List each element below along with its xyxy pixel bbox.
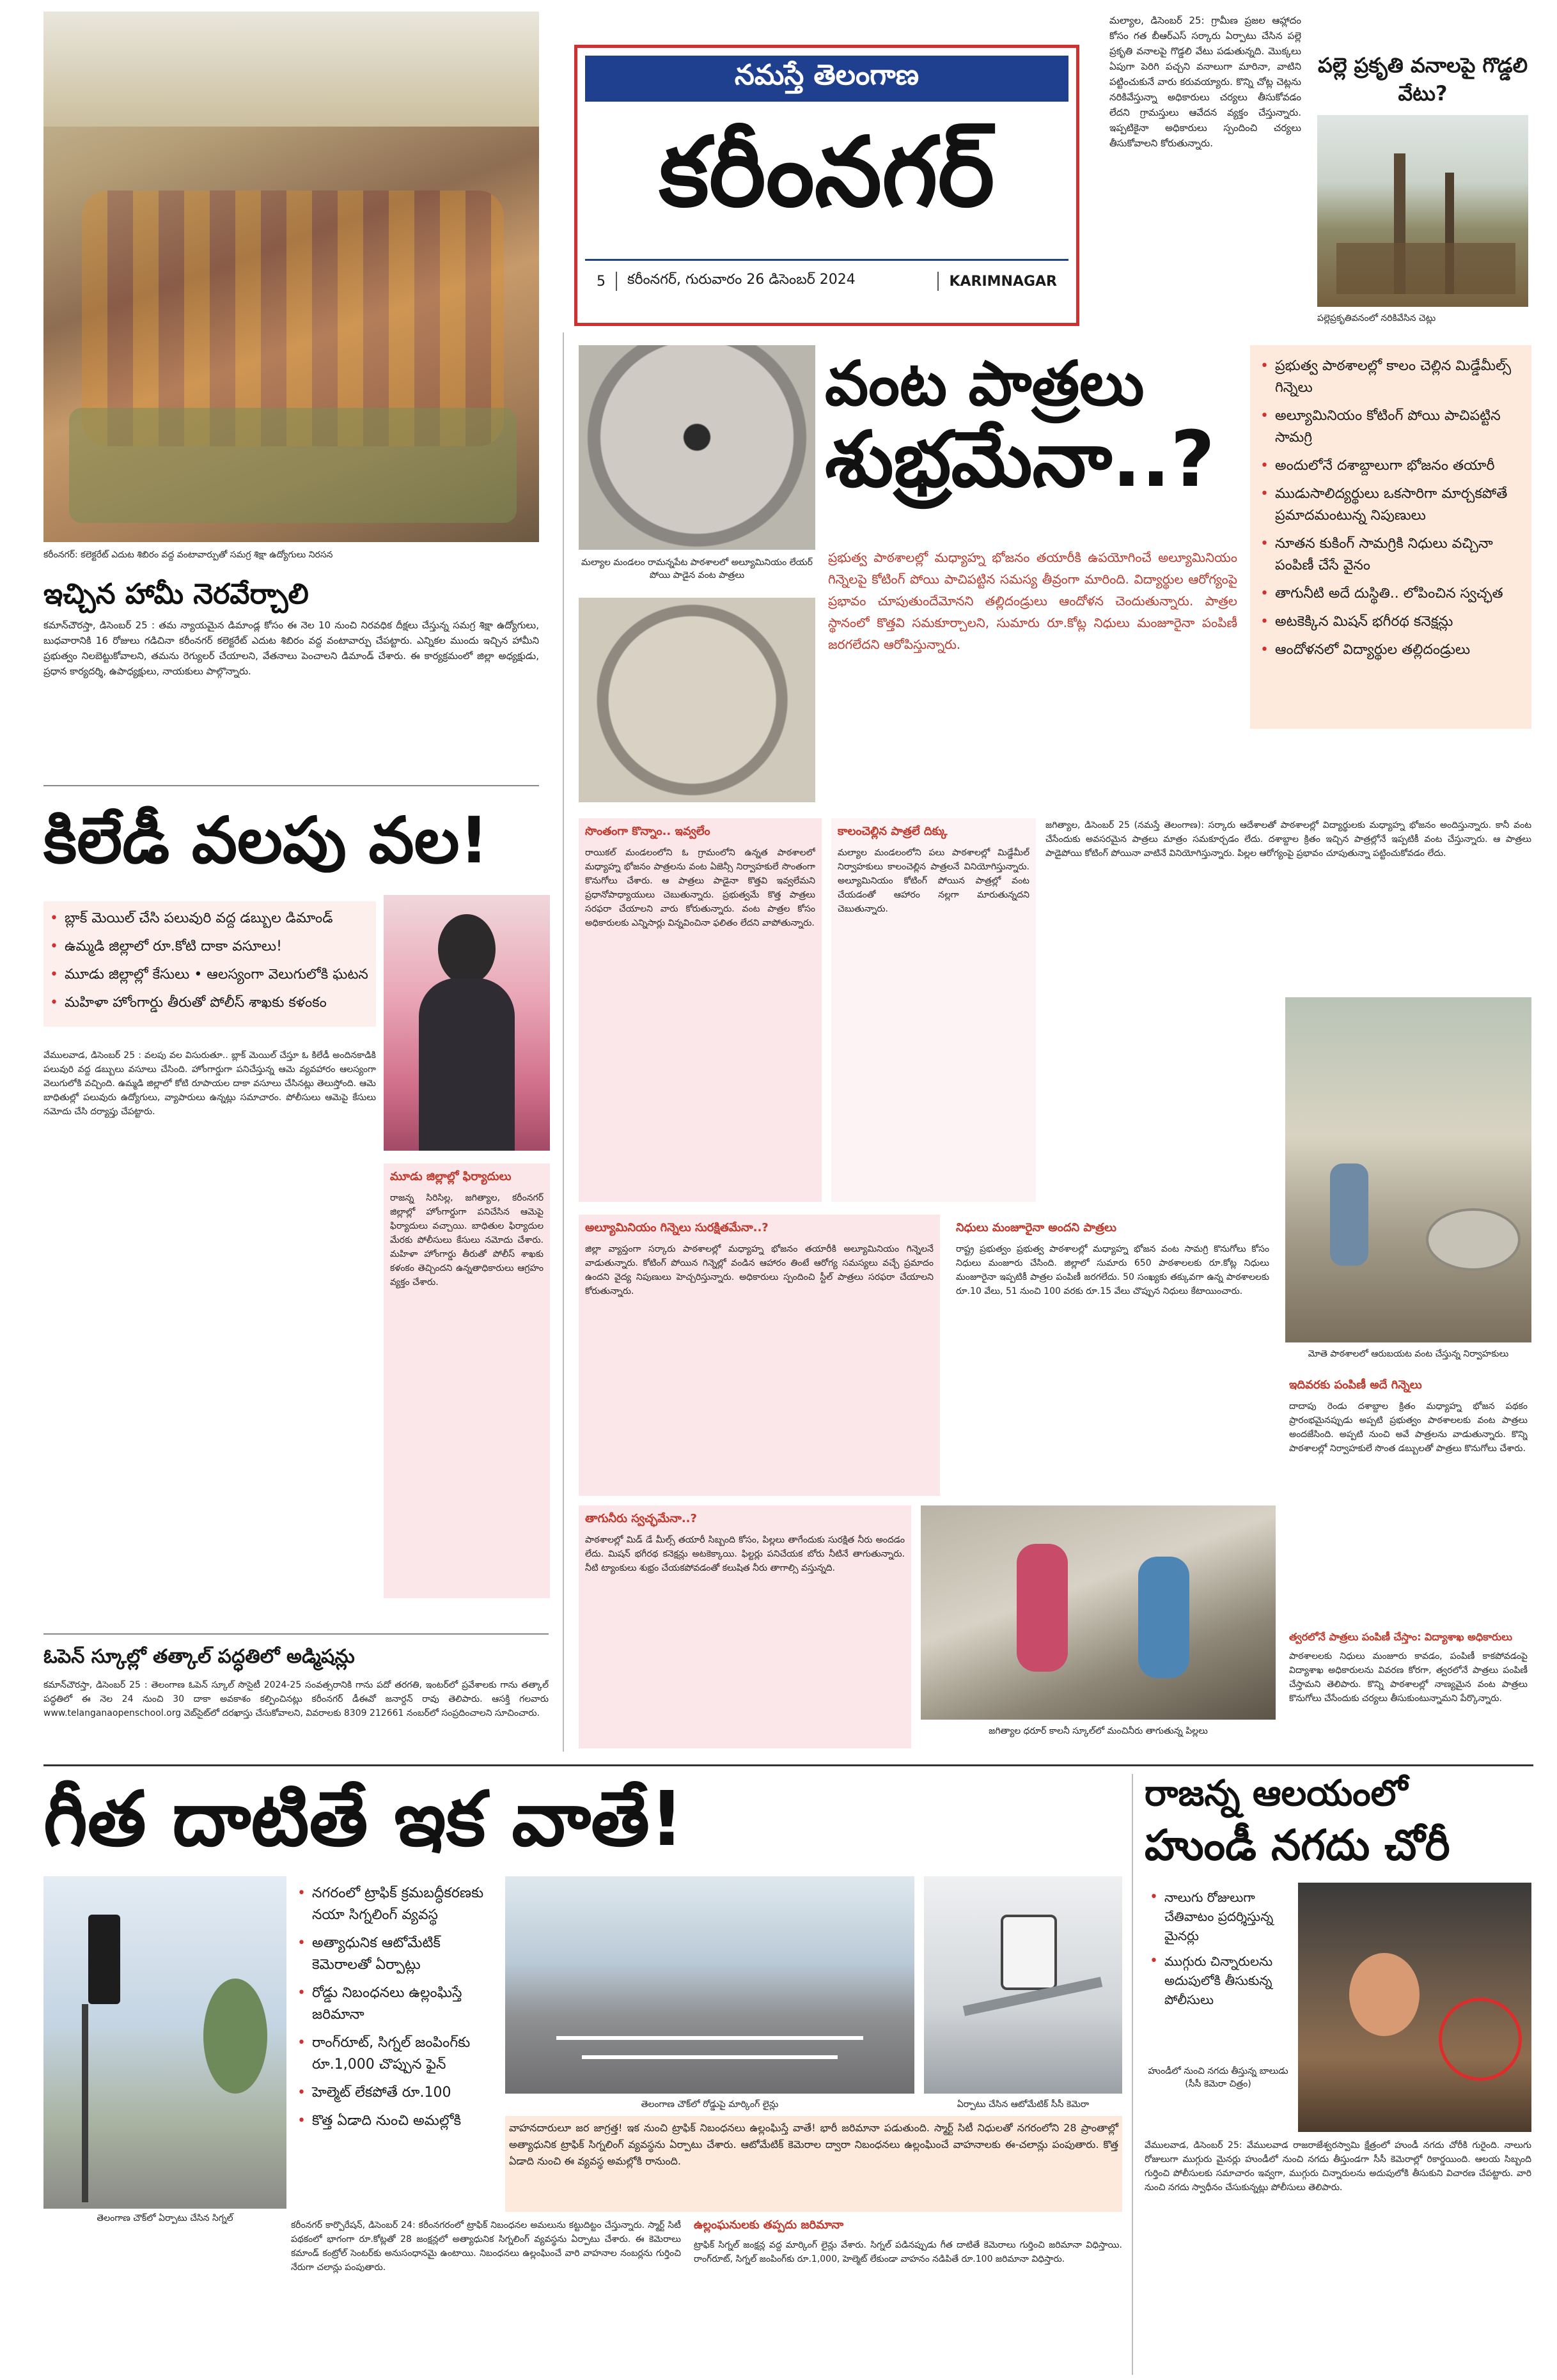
lady-bullet: • ఉమ్మడి జిల్లాలో రూ.కోటి దాకా వసూలు! — [50, 938, 282, 954]
lady-side-body: రాజన్న సిరిసిల్ల, జగిత్యాల, కరీంనగర్ జిల్లాల్లో హోంగార్డుగా పనిచేసిన ఆమెపై ఫిర్యాదులు వచ్చాయి. బాధితుల ఫిర్యాదుల మేరకు పోలీసులు కేసులు నమోదు చేశారు. మహిళా హోంగార్డు తీరుతో పోలీస్ శాఖకు కళంకం తెచ్చిందని ఉన్నతాధికారులు ఆగ్రహం వ్యక్తం చేశారు. — [390, 1193, 544, 1287]
lady-side-title: మూడు జిల్లాల్లో ఫిర్యాదులు — [390, 1170, 512, 1183]
traffic-camera-caption: ఏర్పాటు చేసిన ఆటోమేటిక్ సీసీ కెమెరా — [957, 2099, 1090, 2110]
vessels-bullet: • నూతన కుకింగ్ సామగ్రికి నిధులు వచ్చినా పంపిణీ చేసే వైనం — [1260, 536, 1493, 573]
protest-photo — [43, 12, 539, 542]
vessels-outdoor-caption: మోతె పాఠశాలలో ఆరుబయట వంట చేస్తున్న నిర్వాహకులు — [1308, 1349, 1509, 1359]
lady-photo — [384, 895, 550, 1151]
vessels-box-aluminium — [579, 1215, 940, 1496]
masthead-city: కరీంనగర్ — [659, 117, 995, 228]
traffic-road-caption: తెలంగాణ చౌక్‌లో రోడ్డుపై మార్కింగ్ లైన్లు — [641, 2099, 779, 2110]
vessels-bullet: • అందులోనే దశాబ్దాలుగా భోజనం తయారీ — [1260, 458, 1495, 474]
lady-bullets — [43, 901, 376, 1027]
traffic-lead: వాహనదారులూ జర జాగ్రత్త! ఇక నుంచి ట్రాఫిక్ నిబంధనలు ఉల్లంఘిస్తే వాతే! భారీ జరిమానా పడుతుంది. స్మార్ట్ సిటీ నిధులతో నగరంలోని 28 ప్రాంతాల్లో అత్యాధునిక ట్రాఫిక్ సిగ్నలింగ్ వ్యవస్థను ఏర్పాటు చేశారు. ఆటోమేటిక్ కెమెరాల ద్వారా నిబంధనలు ఉల్లంఘించే వాహనాలకు ఈ-చలాన్లు పంపుతారు. కొత్త ఏడాది నుంచి ఈ వ్యవస్థ అమల్లోకి రానుంది. — [505, 2116, 1122, 2212]
vessels-box-water-body: పాఠశాలల్లో మిడ్ డే మీల్స్ తయారీ సిబ్బంది కోసం, పిల్లలు తాగేందుకు సురక్షిత నీరు అందడం లేదు. మిషన్ భగీరథ కనెక్షన్లు అటకెక్కాయి. ఫిల్టర్లు పనిచేయక బోరు నీటినే తాగుతున్నారు. నీటి ట్యాంకులు శుభ్రం చేయకపోవడంతో కలుషిత నీరు తాగాల్సి వస్తున్నది. — [585, 1535, 905, 1573]
vessels-bullets — [1250, 345, 1531, 729]
vessels-box-expired — [831, 818, 1036, 1202]
traffic-headline: గీత దాటితే ఇక వాతే! — [43, 1775, 684, 1863]
vessels-bullet: • తాగునీటి అదే దుస్థితి.. లోపించిన స్వచ్ఛత — [1260, 586, 1503, 602]
traffic-camera-photo — [924, 1876, 1122, 2094]
water-photo-caption: జగిత్యాల ధరూర్ కాలనీ స్కూల్‌లో మంచినీరు తాగుతున్న పిల్లలు — [989, 1726, 1208, 1736]
temple-bullets — [1145, 1883, 1292, 2021]
traffic-bullet: • రాంగ్‌రూట్, సిగ్నల్ జంపింగ్‌కు రూ.1,000 చొప్పున ఫైన్ — [297, 2035, 471, 2073]
traffic-bullet: • హెల్మెట్ లేకపోతే రూ.100 — [297, 2085, 451, 2101]
protest-photo-caption: కరీంనగర్: కలెక్టరేట్ ఎదుట శిబిరం వద్ద వంటావార్పుతో సమగ్ర శిక్షా ఉద్యోగులు నిరసన — [43, 550, 333, 560]
vessels-box-distribute — [1285, 1627, 1531, 1748]
traffic-bullet: • నగరంలో ట్రాఫిక్ క్రమబద్ధీకరణకు నయా సిగ్నలింగ్ వ్యవస్థ — [297, 1885, 484, 1923]
vessels-box-expired-body: మల్యాల మండలంలోని పలు పాఠశాలల్లో మిడ్డేమీల్ నిర్వాహకులు కాలంచెల్లిన పాత్రలనే వినియోగిస్తున్నారు. అల్యూమినియం కోటింగ్ పోయిన పాత్రల్లో వంట చేయడంతో ఆహారం నల్లగా మారుతున్నదని చెబుతున్నారు. — [838, 848, 1029, 914]
vessels-bullet: • ప్రభుత్వ పాఠశాలల్లో కాలం చెల్లిన మిడ్డేమీల్స్ గిన్నెలు — [1260, 358, 1512, 396]
vessels-box-noplates-body: దాదాపు రెండు దశాబ్దాల క్రితం మధ్యాహ్న భోజన పథకం ప్రారంభమైనప్పుడు అప్పటి ప్రభుత్వం పాఠశాలలకు వంట పాత్రలు అందజేసింది. అప్పటి నుంచి అవే పాత్రలను వాడుతున్నారు. కొన్ని పాఠశాలల్లో నిర్వాహకులే సొంత డబ్బులతో పాత్రలు కొనుగోలు చేశారు. — [1289, 1401, 1528, 1454]
vessels-box-funds-body: రాష్ట్ర ప్రభుత్వం ప్రభుత్వ పాఠశాలల్లో మధ్యాహ్న భోజన వంట సామగ్రి కొనుగోలు కోసం నిధులు మంజూరు చేసింది. జిల్లాలో సుమారు 650 పాఠశాలలకు రూ.కోట్ల నిధులు మంజూరైనా ఇప్పటికీ పాత్రల పంపిణీ జరగలేదు. 50 సంఖ్యకు తక్కువగా ఉన్న పాఠశాలలకు రూ.10 వేలు, 51 నుంచి 100 వరకు రూ.15 వేలు చొప్పున నిధులు కేటాయించారు. — [956, 1244, 1269, 1296]
vessels-box-aluminium-body: జిల్లా వ్యాప్తంగా సర్కారు పాఠశాలల్లో మధ్యాహ్న భోజనం తయారీకి అల్యూమినియం గిన్నెలనే వాడుతున్నారు. కోటింగ్ పోయిన గిన్నెల్లో వండిన ఆహారం తింటే ఆరోగ్య సమస్యలు వచ్చే ప్రమాదం ఉందని వైద్య నిపుణులు హెచ్చరిస్తున్నారు. అధికారులు స్పందించి స్టీల్ పాత్రలు సరఫరా చేయాలని కోరుతున్నారు. — [585, 1244, 934, 1296]
vessels-lead: ప్రభుత్వ పాఠశాలల్లో మధ్యాహ్న భోజనం తయారీకి ఉపయోగించే అల్యూమినియం గిన్నెలపై కోటింగ్ పోయి పాచిపట్టిన సమస్య తీవ్రంగా మారింది. విద్యార్థుల ఆరోగ్యంపై ప్రభావం చూపుతుందేమోనని తల్లిదండ్రులు ఆందోళన చెందుతున్నారు. పాత్రల స్థానంలో కొత్తవి సమకూర్చాలని, సుమారు రూ.కోట్ల నిధులు మంజూరైనా పంపిణీ జరగలేదని ఆరోపిస్తున్నారు. — [828, 550, 1237, 652]
vessels-bullet: • అటకెక్కిన మిషన్ భగీరథ కనెక్షన్లు — [1260, 614, 1453, 630]
temple-bullet: • ముగ్గురు చిన్నారులను అదుపులోకి తీసుకున్న పోలీసులు — [1150, 1953, 1273, 2007]
vessels-bullet: • అల్యూమినియం కోటింగ్ పోయి పాచిపట్టిన సామగ్రి — [1260, 408, 1501, 446]
vessels-box-distribute-title: త్వరలోనే పాత్రలు పంపిణీ చేస్తాం: విద్యాశాఖ అధికారులు — [1289, 1631, 1513, 1643]
openschool-headline: ఓపెన్ స్కూల్లో తత్కాల్ పద్ధతిలో అడ్మిషన్లు — [43, 1645, 355, 1668]
vessels-box-own-body: రాయికల్ మండలంలోని ఓ గ్రామంలోని ఉన్నత పాఠశాలలో మధ్యాహ్న భోజనం పాత్రలను వంట ఏజెన్సీ నిర్వాహకులే సొంతంగా కొనుగోలు చేశారు. ఆ పాత్రలు పాడైనా కొత్తవి ఇవ్వలేమని ప్రధానోపాధ్యాయులు చెబుతున్నారు. ప్రభుత్వమే కొత్త పాత్రలు సరఫరా చేయాలని వారు కోరుతున్నారు. వంట పాత్రల కోసం అధికారులకు ఎన్నిసార్లు విన్నవించినా ఫలితం లేదని వాపోతున్నారు. — [585, 848, 815, 928]
vessels-box-jagtial: జగిత్యాల, డిసెంబర్ 25 (నమస్తే తెలంగాణ): సర్కారు ఆదేశాలతో పాఠశాలల్లో విద్యార్థులకు మధ్యాహ్న భోజనం అందిస్తున్నారు. కానీ వంట చేసేందుకు అవసరమైన పాత్రలు మాత్రం సమకూర్చడం లేదు. దశాబ్దాల క్రితం ఇచ్చిన పాత్రల్లోనే ఇప్పటికీ వంట చేస్తున్నారు. ఆ పాత్రలు పాడైపోయి కోటింగ్ పోయినా వాటినే వినియోగిస్తున్నారు. పిల్లల ఆరోగ్యంపై ప్రభావం చూపుతున్నా పట్టించుకోవడం లేదు. — [1045, 820, 1531, 859]
temple-bullet: • నాలుగు రోజులుగా చేతివాటం ప్రదర్శిస్తున్న మైనర్లు — [1150, 1889, 1274, 1943]
temple-photo-caption: హుండీలో నుంచి నగదు తీస్తున్న బాలుడు (సీసీ కెమెరా చిత్రం) — [1148, 2066, 1288, 2089]
temple-headline-1: రాజన్న ఆలయంలో — [1145, 1773, 1408, 1814]
lady-bullet: • మహిళా హోంగార్డు తీరుతో పోలీస్ శాఖకు కళంకం — [50, 995, 327, 1011]
vessels-outdoor-photo — [1285, 997, 1531, 1342]
traffic-body: కరీంనగర్ కార్పొరేషన్, డిసెంబర్ 24: కరీంనగరంలో ట్రాఫిక్ నిబంధనల అమలును కట్టుదిట్టం చేస్తున్నారు. స్మార్ట్ సిటీ పథకంలో భాగంగా రూ.కోట్లతో 28 జంక్షన్లలో అత్యాధునిక సిగ్నలింగ్ వ్యవస్థను ఏర్పాటు చేశారు. ఈ కెమెరాలు కమాండ్ కంట్రోల్ సెంటర్‌కు అనుసంధానమై ఉంటాయి. నిబంధనలు ఉల్లంఘించే వారి వాహనాల నంబర్లను గుర్తించి నేరుగా చలాన్లు పంపుతారు. — [291, 2220, 681, 2273]
vessels-box-own — [579, 818, 822, 1202]
vessels-box-aluminium-title: అల్యూమినియం గిన్నెలు సురక్షితమేనా..? — [585, 1221, 769, 1234]
traffic-bullet: • రోడ్డు నిబంధనలు ఉల్లంఘిస్తే జరిమానా — [297, 1985, 462, 2023]
masthead-brand: నమస్తే తెలంగాణ — [734, 59, 919, 91]
water-photo — [921, 1505, 1276, 1720]
vessels-box-water-title: తాగునీరు స్వచ్ఛమేనా..? — [585, 1512, 697, 1525]
vessels-box-distribute-body: పాఠశాలలకు నిధులు మంజూరు కావడం, పంపిణీ కాకపోవడంపై విద్యాశాఖ అధికారులను వివరణ కోరగా, త్వరలోనే పాత్రలు పంపిణీ చేస్తామని తెలిపారు. కొన్ని పాఠశాలల్లో నాణ్యమైన వంట పాత్రలు కొనుగోలు చేసేందుకు చర్యలు తీసుకుంటున్నామని పేర్కొన్నారు. — [1289, 1651, 1528, 1704]
lady-body: వేములవాడ, డిసెంబర్ 25 : వలపు వల విసురుతూ.. బ్లాక్ మెయిల్ చేస్తూ ఓ కిలేడీ అందినకాడికి పలువురి వద్ద డబ్బులు వసూలు చేసింది. హోంగార్డుగా పనిచేస్తున్న ఆమె వ్యవహారం ఆలస్యంగా వెలుగులోకి వచ్చింది. ఉమ్మడి జిల్లాలో కోటి రూపాయల దాకా వసూలు చేసినట్లు తెలుస్తోంది. ఆమె బాధితుల్లో పలువురు ఉద్యోగులు, వ్యాపారులు ఉన్నట్లు సమాచారం. పోలీసులు ఆమెపై కేసులు నమోదు చేసి దర్యాప్తు చేపట్టారు. — [43, 1050, 376, 1117]
vessels-box-water — [579, 1505, 911, 1748]
vessel-photo-1 — [579, 345, 815, 550]
vessels-box-expired-title: కాలంచెల్లిన పాత్రలే దిక్కు — [838, 825, 948, 838]
forest-photo — [1317, 115, 1528, 307]
traffic-side-box — [694, 2218, 1122, 2372]
vessel-photo-2 — [579, 598, 815, 802]
lady-side-box — [384, 1163, 550, 1598]
vessels-bullet: • ఆందోళనలో విద్యార్థుల తల్లిదండ్రులు — [1260, 642, 1471, 658]
vessels-box-funds — [950, 1215, 1276, 1496]
vessels-box-noplates — [1285, 1374, 1531, 1617]
vessel-photo-caption: మల్యాల మండలం రామన్నపేట పాఠశాలలో అల్యూమినియం లేయర్ పోయి పాడైన వంట పాత్రలు — [581, 557, 813, 580]
vessels-box-noplates-title: ఇదివరకు పంపిణీ అదే గిన్నెలు — [1289, 1378, 1422, 1392]
vessels-box-own-title: సొంతంగా కొన్నాం.. ఇవ్వలేం — [585, 825, 710, 838]
temple-photo — [1298, 1883, 1531, 2132]
traffic-bullet: • కొత్త ఏడాది నుంచి అమల్లోకి — [297, 2113, 462, 2129]
traffic-signal-caption: తెలంగాణ చౌక్‌లో ఏర్పాటు చేసిన సిగ్నల్ — [97, 2213, 233, 2223]
masthead-dateline: కరీంనగర్, గురువారం 26 డిసెంబర్ 2024 — [627, 272, 856, 288]
openschool-body: కమాన్‌చౌరస్తా, డిసెంబర్ 25 : తెలంగాణ ఓపెన్ స్కూల్ సొసైటీ 2024-25 సంవత్సరానికి గాను పదో తరగతి, ఇంటర్‌లో ప్రవేశాలకు గాను తత్కాల్ పద్ధతిలో ఈ నెల 24 నుంచి 30 దాకా అవకాశం కల్పించినట్లు కరీంనగర్ డీఈవో జనార్దన్ రావు తెలిపారు. ఆసక్తి గలవారు www.telanganaopenschool.org వెబ్‌సైట్‌లో దరఖాస్తు చేసుకోవాలని, వివరాలకు 8309 212661 నంబర్‌లో సంప్రదించాలని సూచించారు. — [43, 1680, 549, 1718]
traffic-road-photo — [505, 1876, 914, 2094]
temple-body: వేములవాడ, డిసెంబర్ 25: వేములవాడ రాజరాజేశ్వరస్వామి క్షేత్రంలో హుండీ నగదు చోరీకి గురైంది. నాలుగు రోజులుగా ముగ్గురు మైనర్లు హుండీలో నుంచి నగదు తీస్తుండగా సీసీ కెమెరాల్లో రికార్డయింది. ఆలయ సిబ్బంది గుర్తించి పోలీసులకు సమాచారం ఇవ్వగా, ముగ్గురు చిన్నారులను అదుపులోకి తీసుకుని విచారణ చేపట్టారు. వారి నుంచి నగదు స్వాధీనం చేసుకున్నట్లు పోలీసులు తెలిపారు. — [1145, 2140, 1531, 2193]
traffic-signal-photo — [43, 1876, 286, 2209]
forest-headline: పల్లె ప్రకృతి వనాలపై గొడ్డలి వేటు? — [1317, 53, 1528, 105]
masthead — [574, 45, 1079, 326]
traffic-bullet: • అత్యాధునిక ఆటోమేటిక్ కెమెరాలతో ఏర్పాట్లు — [297, 1935, 441, 1973]
forest-photo-caption: పల్లెప్రకృతివనంలో నరికివేసిన చెట్లు — [1317, 313, 1436, 323]
traffic-bullets — [291, 1876, 502, 2145]
vessels-bullet: • ముడుసాలిద్యర్థులు ఒకసారిగా మార్చకపోతే ప్రమాదమంటున్న నిపుణులు — [1260, 486, 1508, 524]
lady-bullet: • మూడు జిల్లాల్లో కేసులు • ఆలస్యంగా వెలుగులోకి ఘటన — [50, 967, 368, 983]
forest-body: మల్యాల, డిసెంబర్ 25: గ్రామీణ ప్రజల ఆహ్లాదం కోసం గత బీఆర్ఎస్ సర్కారు ఏర్పాటు చేసిన పల్లె ప్రకృతి వనాలపై గొడ్డలి వేటు పడుతున్నది. మొక్కలు ఏపుగా పెరిగి పచ్చని వనాలుగా మారినా, వాటిని పట్టించుకునే వారు కరువయ్యారు. కొన్ని చోట్ల చెట్లను నరికివేస్తున్నా అధికారులు చర్యలు తీసుకోవడం లేదని గ్రామస్తులు ఆవేదన వ్యక్తం చేస్తున్నారు. ఇప్పటికైనా అధికారులు స్పందించి చర్యలు తీసుకోవాలని కోరుతున్నారు. — [1109, 15, 1301, 149]
vessels-headline-1: వంట పాత్రలు — [825, 348, 1145, 419]
vessels-headline-2: శుభ్రమేనా..? — [825, 416, 1215, 504]
temple-headline-2: హుండీ నగదు చోరీ — [1145, 1821, 1450, 1870]
protest-body: కమాన్‌చౌరస్తా, డిసెంబర్ 25 : తమ న్యాయమైన డిమాండ్ల కోసం ఈ నెల 10 నుంచి నిరవధిక దీక్షలు చేస్తున్న సమగ్ర శిక్షా ఉద్యోగులు, బుధవారానికి 16 రోజులు గడిచినా కరీంనగర్ కలెక్టరేట్ ఎదుట శిబిరం వద్ద వంటావార్పు చేపట్టారు. ఎన్నికల ముందు ఇచ్చిన హామీని ప్రభుత్వం నిలబెట్టుకోవాలని, తమను రెగ్యులర్ చేయాలని, వేతనాలు పెంచాలని డిమాండ్ చేశారు. ఈ కార్యక్రమంలో జిల్లా అధ్యక్షుడు, ప్రధాన కార్యదర్శి, ఉపాధ్యక్షులు, నాయకులు పాల్గొన్నారు. — [43, 619, 539, 677]
traffic-side-body: ట్రాఫిక్ సిగ్నల్ జంక్షన్ల వద్ద మార్కింగ్ లైన్లు వేశారు. సిగ్నల్ పడినప్పుడు గీత దాటితే కెమెరాలు గుర్తించి జరిమానా విధిస్తాయి. రాంగ్‌రూట్, సిగ్నల్ జంపింగ్‌కు రూ.1,000, హెల్మెట్ లేకుండా వాహనం నడిపితే రూ.100 జరిమానా విధిస్తారు. — [694, 2240, 1122, 2264]
vessels-box-funds-title: నిధులు మంజూరైనా అందని పాత్రలు — [956, 1221, 1116, 1234]
masthead-brand-bar — [585, 56, 1068, 102]
traffic-side-title: ఉల్లంఘనులకు తప్పదు జరిమానా — [694, 2218, 844, 2232]
protest-headline: ఇచ్చిన హామీ నెరవేర్చాలి — [43, 578, 309, 611]
lady-headline: కిలేడీ వలపు వల! — [43, 803, 489, 878]
masthead-edition: KARIMNAGAR — [949, 273, 1057, 290]
masthead-page-no: 5 — [597, 273, 606, 290]
lady-bullet: • బ్లాక్ మెయిల్ చేసి పలువురి వద్ద డబ్బుల డిమాండ్ — [50, 910, 333, 926]
